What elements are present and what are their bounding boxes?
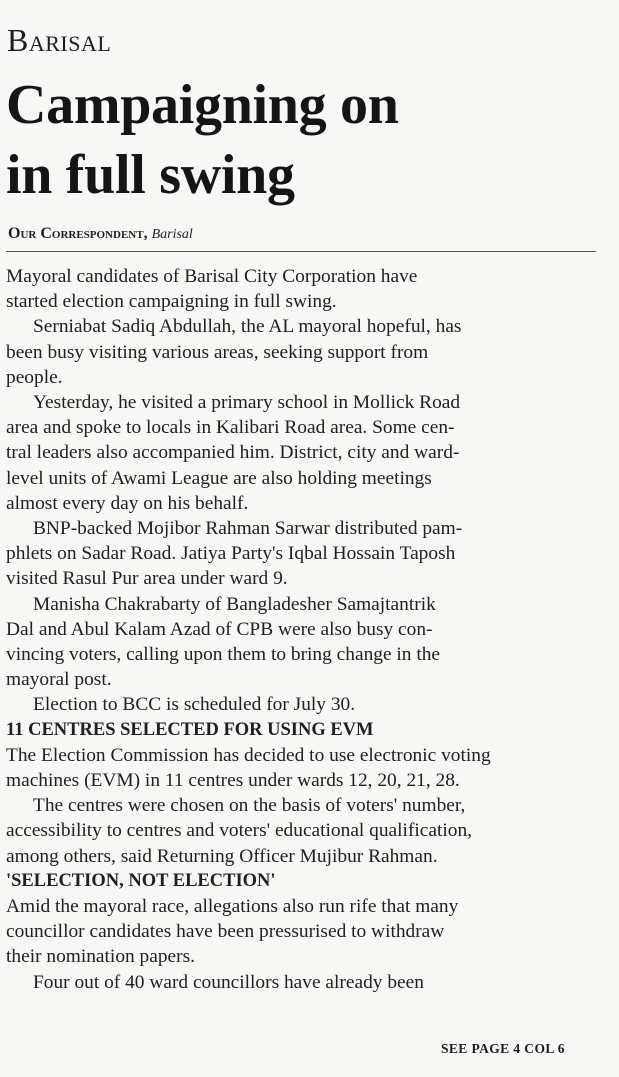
text-line: Serniabat Sadiq Abdullah, the AL mayoral hopeful, has bbox=[33, 316, 462, 338]
text-line: phlets on Sadar Road. Jatiya Party's Iqbal Hossain Taposh bbox=[6, 543, 456, 565]
text-line: Dal and Abul Kalam Azad of CPB were also busy con- bbox=[6, 618, 433, 640]
paragraph bbox=[6, 390, 606, 516]
paragraph bbox=[6, 894, 606, 970]
text-line: visited Rasul Pur area under ward 9. bbox=[6, 568, 288, 590]
paragraph bbox=[6, 692, 606, 717]
text-line: mayoral post. bbox=[6, 669, 112, 691]
text-line: The Election Commission has decided to use electronic voting bbox=[6, 744, 491, 766]
text-line: BNP-backed Mojibor Rahman Sarwar distributed pam- bbox=[33, 518, 463, 540]
text-line: Four out of 40 ward councillors have already been bbox=[33, 971, 424, 993]
text-line: Yesterday, he visited a primary school in Mollick Road bbox=[33, 392, 461, 414]
text-line: Election to BCC is scheduled for July 30. bbox=[33, 694, 356, 716]
byline-place: Barisal bbox=[151, 227, 193, 242]
text-line: almost every day on his behalf. bbox=[6, 492, 249, 514]
paragraph bbox=[6, 743, 606, 793]
text-line: their nomination papers. bbox=[6, 946, 196, 968]
headline-line: in full swing bbox=[6, 144, 295, 206]
text-line: been busy visiting various areas, seeking support from bbox=[6, 341, 429, 363]
byline-rule bbox=[6, 251, 596, 252]
paragraph bbox=[6, 516, 606, 592]
text-line: tral leaders also accompanied him. District, city and ward- bbox=[6, 442, 460, 464]
text-line: Manisha Chakrabarty of Bangladesher Samajtantrik bbox=[33, 593, 436, 615]
subhead: 11 CENTRES SELECTED FOR USING EVM bbox=[6, 719, 374, 740]
paragraph bbox=[6, 264, 606, 314]
text-line: vincing voters, calling upon them to bring change in the bbox=[6, 644, 441, 666]
text-line: Mayoral candidates of Barisal City Corporation have bbox=[6, 266, 418, 287]
text-line: started election campaigning in full swing. bbox=[6, 291, 337, 313]
kicker bbox=[7, 22, 111, 58]
paragraph bbox=[6, 970, 606, 995]
paragraph bbox=[6, 314, 606, 390]
text-line: The centres were chosen on the basis of voters' number, bbox=[33, 795, 466, 817]
article-body bbox=[6, 264, 606, 995]
kicker-text: Barisal bbox=[7, 22, 112, 58]
text-line: councillor candidates have been pressurised to withdraw bbox=[6, 921, 445, 943]
continuation-jump: SEE PAGE 4 COL 6 bbox=[441, 1041, 565, 1056]
headline-line: Campaigning on bbox=[6, 74, 399, 136]
paragraph bbox=[6, 592, 606, 693]
text-line: area and spoke to locals in Kalibari Road area. Some cen- bbox=[6, 417, 455, 439]
text-line: machines (EVM) in 11 centres under wards 12, 20, 21, 28. bbox=[6, 770, 460, 792]
paragraph bbox=[6, 793, 606, 869]
text-line: accessibility to centres and voters' educational qualification, bbox=[6, 820, 473, 842]
byline bbox=[8, 224, 193, 245]
text-line: among others, said Returning Officer Mujibur Rahman. bbox=[6, 845, 438, 867]
text-line: Amid the mayoral race, allegations also run rife that many bbox=[6, 896, 459, 918]
text-line: level units of Awami League are also holding meetings bbox=[6, 467, 432, 489]
subhead: 'SELECTION, NOT ELECTION' bbox=[6, 870, 276, 891]
byline-author: Our Correspondent, bbox=[8, 225, 148, 242]
headline bbox=[6, 70, 606, 210]
text-line: people. bbox=[6, 366, 63, 388]
